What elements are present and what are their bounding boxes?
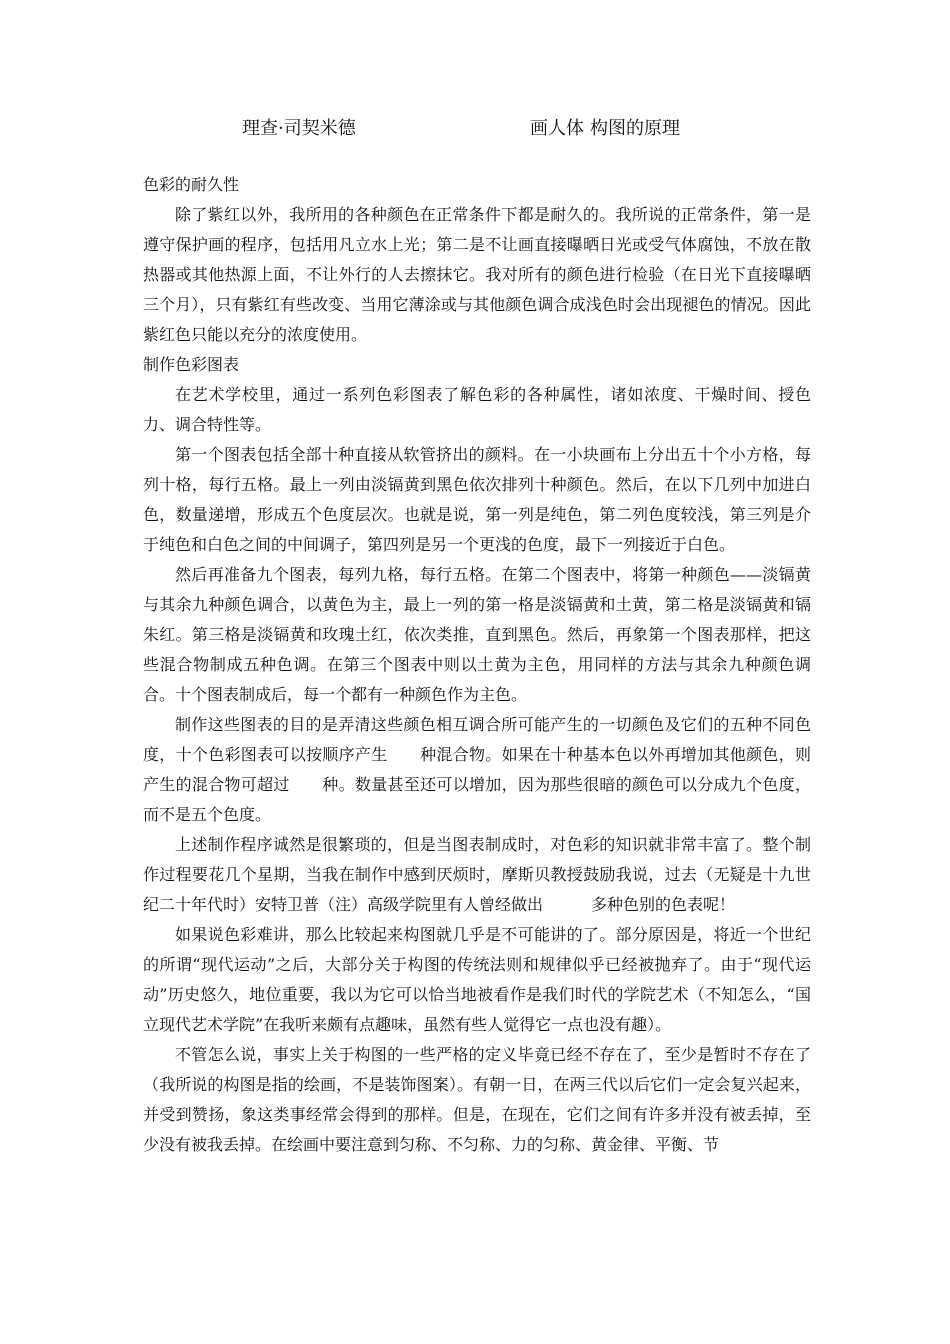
paragraph: 上述制作程序诚然是很繁琐的，但是当图表制成时，对色彩的知识就非常丰富了。整个制作过程要花几个星期，当我在制作中感到厌烦时，摩斯贝教授鼓励我说，过去（无疑是十九世纪二十年代时）安特卫普（注）高级学院里有人曾经做出 多种色别的色表呢！ [143, 835, 811, 914]
book-title: 画人体 [530, 118, 584, 139]
paragraph: 不管怎么说，事实上关于构图的一些严格的定义毕竟已经不存在了，至少是暂时不存在了（我所说的构图是指的绘画，不是装饰图案）。有朝一日，在两三代以后它们一定会复兴起来，并受到赞扬，象这类事经常会得到的那样。但是，在现在，它们之间有许多并没有被丢掉，至少没有被我丢掉。在绘画中要注意到匀称、不匀称、力的匀称、黄金律、平衡、节 [143, 1045, 811, 1154]
paragraph: 除了紫红以外，我所用的各种颜色在正常条件下都是耐久的。我所说的正常条件，第一是遵守保护画的程序，包括用凡立水上光；第二是不让画直接曝晒日光或受气体腐蚀，不放在散热器或其他热源上面，不让外行的人去擦抹它。我对所有的颜色进行检验（在日光下直接曝晒三个月），只有紫红有些改变、当用它薄涂或与其他颜色调合成浅色时会出现褪色的情况。因此紫红色只能以充分的浓度使用。 [143, 205, 811, 344]
paragraph: 然后再准备九个图表，每列九格，每行五格。在第二个图表中，将第一种颜色——淡镉黄与其余九种颜色调合，以黄色为主，最上一列的第一格是淡镉黄和土黄，第二格是淡镉黄和镉朱红。第三格是淡镉黄和玫瑰土红，依次类推，直到黑色。然后，再象第一个图表那样，把这些混合物制成五种色调。在第三个图表中则以土黄为主色，用同样的方法与其余九种颜色调合。十个图表制成后，每一个都有一种颜色作为主色。 [143, 565, 811, 704]
section-heading: 色彩的耐久性 [143, 175, 240, 194]
chapter-title: 构图的原理 [590, 118, 680, 139]
paragraph: 如果说色彩难讲，那么比较起来构图就几乎是不可能讲的了。部分原因是，将近一个世纪的所谓“现代运动”之后，大部分关于构图的传统法则和规律似乎已经被抛弃了。由于“现代运动”历史悠久，地位重要，我以为它可以恰当地被看作是我们时代的学院艺术（不知怎么，“国立现代艺术学院”在我听来颇有点趣味，虽然有些人觉得它一点也没有趣）。 [143, 925, 811, 1034]
page-header [0, 114, 950, 144]
paragraph: 在艺术学校里，通过一系列色彩图表了解色彩的各种属性，诸如浓度、干燥时间、授色力、调合特性等。 [143, 385, 811, 434]
author-name: 理查·司契米德 [242, 118, 356, 139]
paragraph: 第一个图表包括全部十种直接从软管挤出的颜料。在一小块画布上分出五十个小方格，每列十格，每行五格。最上一列由淡镉黄到黑色依次排列十种颜色。然后，在以下几列中加进白色，数量递增，形成五个色度层次。也就是说，第一列是纯色，第二列色度较浅，第三列是介于纯色和白色之间的中间调子，第四列是另一个更浅的色度，最下一列接近于白色。 [143, 445, 811, 554]
paragraph: 制作这些图表的目的是弄清这些颜色相互调合所可能产生的一切颜色及它们的五种不同色度，十个色彩图表可以按顺序产生 种混合物。如果在十种基本色以外再增加其他颜色，则产生的混合物可超过 种。数量甚至还可以增加，因为那些很暗的颜色可以分成九个色度，而不是五个色度。 [143, 715, 811, 824]
document-body [143, 170, 811, 1160]
section-heading: 制作色彩图表 [143, 355, 240, 374]
